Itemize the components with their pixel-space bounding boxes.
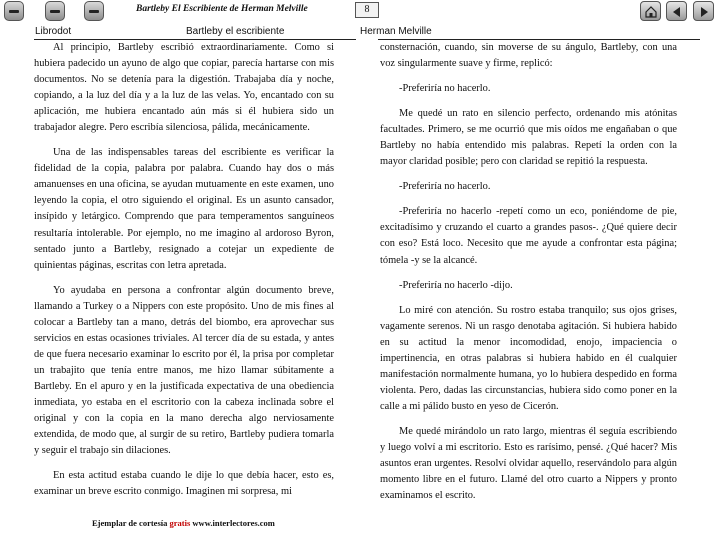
previous-page-icon — [670, 5, 684, 19]
document-title: Bartleby El Escribiente de Herman Melville — [136, 4, 308, 14]
footer-prefix: Ejemplar de cortesía — [92, 518, 168, 528]
footer-url[interactable]: www.interlectores.com — [192, 518, 275, 528]
header-left: Librodot — [35, 26, 72, 37]
minimize-button-1[interactable] — [4, 1, 24, 21]
previous-page-button[interactable] — [666, 1, 687, 21]
paragraph: consternación, cuando, sin moverse de su ángulo, Bartleby, con una voz singularmente suave y firme, replicó: — [380, 42, 677, 70]
left-column — [34, 40, 334, 500]
reader-toolbar — [0, 0, 728, 22]
paragraph: En esta actitud estaba cuando le dije lo que debía hacer, esto es, examinar un breve escrito conmigo. Imaginen mi sorpresa, mi — [34, 470, 334, 498]
footer — [92, 518, 275, 528]
minimize-button-3[interactable] — [84, 1, 104, 21]
paragraph: Una de las indispensables tareas del escribiente es verificar la fidelidad de la copia, palabra por palabra. Cuando hay dos o más amanuenses en una oficina, se ayudan mutuamente en este examen, uno leyendo la copia, el otro siguiendo el original. Es un asunto cansador, insípido y letárgico. Comprendo que para temperamentos sanguíneos resultaría intolerable. Por ejemplo, no me imagino al ardoroso Byron, sentado junto a Bartleby, resignado a cotejar un expediente de quinientas páginas, escritas con letra apretada. — [34, 147, 334, 271]
paragraph: -Preferiría no hacerlo -repetí como un eco, poniéndome de pie, excitadísimo y cruzando el cuarto a grandes pasos-. ¿Qué quiere decir con eso? Está loco. Necesito que me ayude a confrontar esta página; tómela -y se la alcancé. — [380, 206, 677, 266]
footer-gratis: gratis — [169, 518, 191, 528]
right-column — [380, 40, 677, 504]
paragraph: -Preferiría no hacerlo. — [399, 181, 491, 193]
next-page-icon — [697, 5, 711, 19]
minimize-button-2[interactable] — [45, 1, 65, 21]
paragraph: Me quedé mirándolo un rato largo, mientras él seguía escribiendo y luego volví a mi escritorio. Esto es rarísimo, pensé. ¿Qué hacer? Mis asuntos eran urgentes. Resolví olvidar aquello, reservándolo para algún momento libre en el futuro. Llamé del otro cuarto a Nippers y pronto examinamos el escrito. — [380, 425, 677, 502]
minimize-icon — [9, 10, 19, 13]
paragraph: Al principio, Bartleby escribió extraordinariamente. Como si hubiera padecido un ayuno de algo que copiar, parecía hartarse con mis documentos. No se detenía para la digestión. Trabajaba día y noche, copiando, a la luz del día y a la luz de las velas. Yo, encantado con su aplicación, me hubiera encantado aún más si él hubiera sido un trabajador alegre. Pero escribía silenciosa, pálida, mecánicamente. — [34, 42, 334, 134]
minimize-icon — [89, 10, 99, 13]
paragraph: -Preferiría no hacerlo. — [399, 83, 491, 95]
paragraph: -Preferiría no hacerlo -dijo. — [399, 279, 513, 291]
paragraph: Me quedé un rato en silencio perfecto, ordenando mis atónitas facultades. Primero, se me ocurrió que mis oídos me engañaban o que Bartleby no había entendido mis palabras. Repetí la orden con la mayor claridad posible; pero con claridad se repitió la respuesta. — [380, 108, 677, 168]
page-number: 8 — [355, 2, 379, 18]
minimize-icon — [50, 10, 60, 13]
next-page-button[interactable] — [693, 1, 714, 21]
paragraph: Lo miré con atención. Su rostro estaba tranquilo; sus ojos grises, vagamente serenos. Ni un rasgo denotaba agitación. Si hubiera habido en su actitud la menor incomodidad, enojo, impaciencia o impertinencia, en otras palabras si hubiera habido en él cualquier manifestación normalmente humana, yo lo hubiera despedido en forma violenta. Pero, dadas las circunstancias, hubiera sido como poner en la calle a mi pálido busto en yeso de Cicerón. — [380, 304, 677, 412]
header-center: Bartleby el escribiente — [186, 26, 285, 37]
header-right: Herman Melville — [360, 26, 432, 37]
paragraph: Yo ayudaba en persona a confrontar algún documento breve, llamando a Turkey o a Nippers con este propósito. Uno de mis fines al colocar a Bartleby tan a mano, detrás del biombo, era aprovechar sus servicios en estas ocasiones triviales. Al tercer día de su estada, y antes de que fuera necesario examinar lo escrito por él, la prisa por completar un trabajito que tenía entre manos, me hizo llamar súbitamente a Bartleby. En el apuro y en la justificada expectativa de una obediencia inmediata, yo estaba en el escritorio con la cabeza inclinada sobre el original y con la copia en la mano derecha algo nerviosamente extendida, de modo que, al surgir de su retiro, Bartleby pudiera tomarla y seguir el trabajo sin dilaciones. — [34, 284, 334, 457]
home-icon — [644, 5, 658, 19]
home-button[interactable] — [640, 1, 661, 21]
